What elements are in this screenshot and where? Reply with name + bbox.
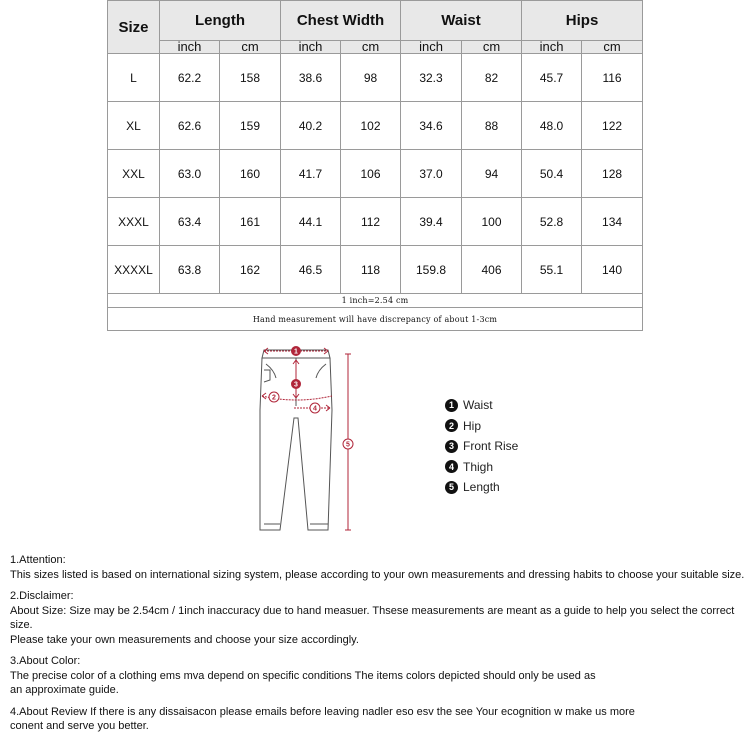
note-line: The precise color of a clothing ems mva depend on specific conditions The items colors depicted should only be used as [10, 669, 596, 682]
table-cell: XXXXL [108, 246, 160, 294]
note-line: About Size: Size may be 2.54cm / 1inch inaccuracy due to hand measuer. Thsese measurements are meant as a guide to help you select the correct size. [10, 604, 735, 631]
discrepancy-note-row [108, 308, 643, 331]
unit-cell: inch [281, 41, 341, 54]
table-cell: 118 [341, 246, 401, 294]
measurement-legend [445, 395, 518, 498]
table-cell: 406 [462, 246, 522, 294]
table-cell: 161 [220, 198, 281, 246]
table-cell: L [108, 54, 160, 102]
discrepancy-note: Hand measurement will have discrepancy of about 1-3cm [108, 308, 643, 331]
table-row [108, 198, 643, 246]
table-cell: XXL [108, 150, 160, 198]
pants-measurement-diagram [250, 340, 360, 540]
table-cell: 134 [582, 198, 643, 246]
table-cell: 82 [462, 54, 522, 102]
table-cell: 52.8 [522, 198, 582, 246]
table-cell: 48.0 [522, 102, 582, 150]
note-line: an approximate guide. [10, 684, 119, 696]
table-cell: 128 [582, 150, 643, 198]
note-title: 3.About Color: [10, 655, 81, 667]
table-cell: 50.4 [522, 150, 582, 198]
unit-cell: cm [582, 41, 643, 54]
table-row [108, 246, 643, 294]
unit-cell: cm [341, 41, 401, 54]
note-title: 1.Attention: [10, 554, 66, 566]
unit-cell: inch [160, 41, 220, 54]
unit-cell: inch [401, 41, 462, 54]
table-cell: 162 [220, 246, 281, 294]
table-cell: 100 [462, 198, 522, 246]
note-about-color [10, 654, 745, 698]
legend-item-thigh [445, 457, 518, 478]
table-cell: 106 [341, 150, 401, 198]
table-cell: 63.0 [160, 150, 220, 198]
marker-3-label: 3 [294, 381, 298, 389]
header-waist: Waist [401, 1, 522, 41]
note-line: This sizes listed is based on international sizing system, please according to your own measurements and dressing habits to choose your suitable size. [10, 568, 745, 581]
table-cell: 102 [341, 102, 401, 150]
note-line: 4.About Review If there is any dissaisacon please emails before leaving nadler eso esv the see Your ecognition w make us more [10, 705, 635, 718]
conversion-note: 1 inch=2.54 cm [108, 294, 643, 308]
table-cell: 37.0 [401, 150, 462, 198]
table-row [108, 54, 643, 102]
table-cell: 32.3 [401, 54, 462, 102]
note-line: conent and serve you better. [10, 720, 149, 732]
table-cell: 41.7 [281, 150, 341, 198]
header-hips: Hips [522, 1, 643, 41]
legend-number-icon: 5 [445, 481, 458, 494]
legend-label: Front Rise [463, 439, 519, 454]
table-cell: 159.8 [401, 246, 462, 294]
size-chart-table [107, 0, 643, 331]
table-cell: 63.4 [160, 198, 220, 246]
legend-number-icon: 3 [445, 440, 458, 453]
table-cell: 140 [582, 246, 643, 294]
table-cell: XXXL [108, 198, 160, 246]
legend-item-hip [445, 416, 518, 437]
marker-1-label: 1 [294, 348, 298, 356]
table-cell: 38.6 [281, 54, 341, 102]
table-cell: 112 [341, 198, 401, 246]
table-cell: 45.7 [522, 54, 582, 102]
note-attention [10, 553, 745, 582]
table-header-row [108, 1, 643, 41]
table-cell: 44.1 [281, 198, 341, 246]
note-disclaimer [10, 589, 745, 647]
table-cell: 46.5 [281, 246, 341, 294]
table-cell: 158 [220, 54, 281, 102]
table-cell: 160 [220, 150, 281, 198]
unit-cell: inch [522, 41, 582, 54]
legend-item-front-rise [445, 436, 518, 457]
marker-4-label: 4 [313, 405, 317, 413]
table-cell: 55.1 [522, 246, 582, 294]
legend-number-icon: 1 [445, 399, 458, 412]
table-cell: 94 [462, 150, 522, 198]
table-row [108, 102, 643, 150]
table-cell: 122 [582, 102, 643, 150]
table-cell: 116 [582, 54, 643, 102]
legend-label: Waist [463, 398, 493, 413]
legend-number-icon: 4 [445, 460, 458, 473]
legend-label: Thigh [463, 459, 494, 474]
legend-number-icon: 2 [445, 419, 458, 432]
notes-section [10, 553, 745, 741]
legend-label: Length [463, 480, 500, 495]
legend-item-length [445, 477, 518, 498]
table-cell: 40.2 [281, 102, 341, 150]
table-cell: XL [108, 102, 160, 150]
header-length: Length [160, 1, 281, 41]
table-cell: 34.6 [401, 102, 462, 150]
table-row [108, 150, 643, 198]
note-line: Please take your own measurements and choose your size accordingly. [10, 633, 359, 646]
table-cell: 63.8 [160, 246, 220, 294]
header-size: Size [108, 1, 160, 54]
legend-item-waist [445, 395, 518, 416]
table-units-row [108, 41, 643, 54]
note-title: 2.Disclaimer: [10, 590, 74, 602]
marker-2-label: 2 [272, 394, 276, 402]
table-cell: 62.2 [160, 54, 220, 102]
table-cell: 159 [220, 102, 281, 150]
legend-label: Hip [463, 418, 482, 433]
note-about-review [10, 705, 745, 734]
table-cell: 62.6 [160, 102, 220, 150]
table-cell: 98 [341, 54, 401, 102]
marker-5-label: 5 [346, 441, 350, 449]
table-cell: 39.4 [401, 198, 462, 246]
unit-cell: cm [220, 41, 281, 54]
unit-cell: cm [462, 41, 522, 54]
diagram-markers [269, 346, 353, 449]
table-cell: 88 [462, 102, 522, 150]
header-chest-width: Chest Width [281, 1, 401, 41]
conversion-note-row [108, 294, 643, 308]
